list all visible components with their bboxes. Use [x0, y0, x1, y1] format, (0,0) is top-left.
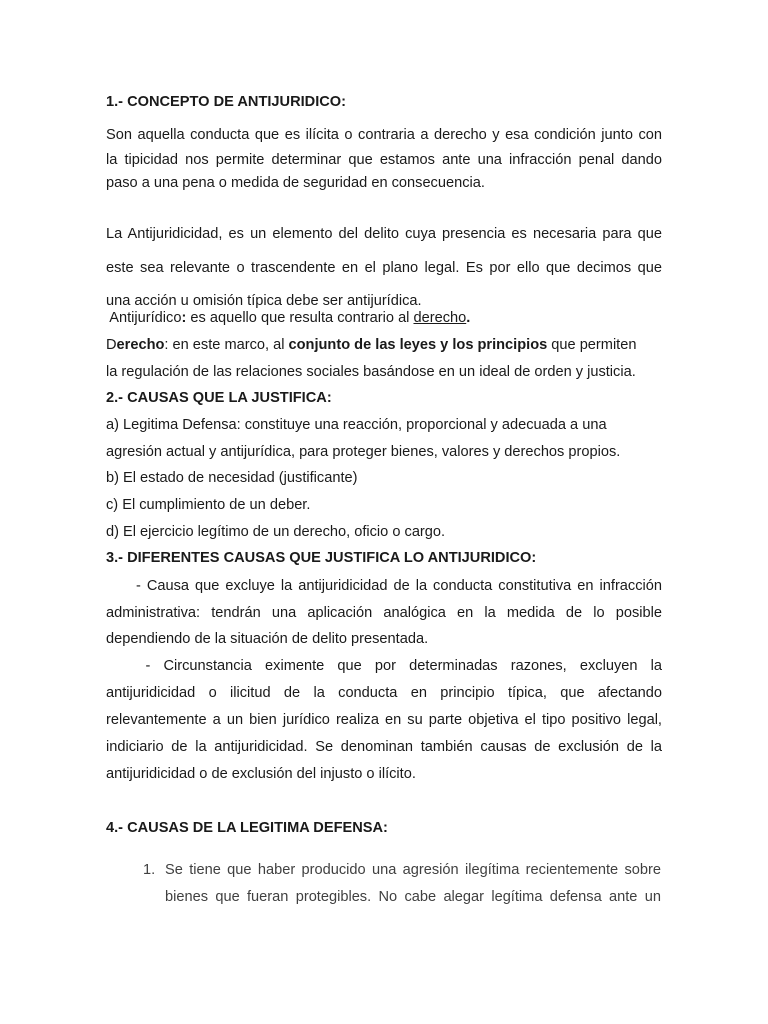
paragraph-line: la tipicidad nos permite determinar que estamos ante una infracción penal dando: [106, 152, 662, 168]
list-item: a) Legitima Defensa: constituye una reacción, proporcional y adecuada a una: [106, 417, 607, 433]
list-item: c) El cumplimiento de un deber.: [106, 497, 311, 513]
definition-colon: :: [181, 310, 187, 326]
list-number: 1.: [143, 862, 156, 878]
definition-text: que permiten: [547, 337, 637, 353]
paragraph-line: administrativa: tendrán una aplicación analógica en la medida de lo posible: [106, 605, 662, 621]
list-item: b) El estado de necesidad (justificante): [106, 470, 358, 486]
derecho-link[interactable]: derecho: [413, 310, 467, 326]
paragraph-line: la regulación de las relaciones sociales basándose en un ideal de orden y justicia.: [106, 364, 636, 380]
definition-end: .: [466, 310, 471, 326]
paragraph-line: - Circunstancia eximente que por determinadas razones, excluyen la: [106, 658, 662, 674]
section-4-heading: 4.- CAUSAS DE LA LEGITIMA DEFENSA:: [106, 820, 388, 836]
definition-term: Antijurídico: [106, 310, 182, 326]
list-item-line: bienes que fueran protegibles. No cabe alegar legítima defensa ante un: [165, 889, 661, 905]
paragraph-line: Son aquella conducta que es ilícita o contraria a derecho y esa condición junto con: [106, 127, 662, 143]
list-item-line: Se tiene que haber producido una agresión ilegítima recientemente sobre: [165, 862, 661, 878]
section-1-heading: 1.- CONCEPTO DE ANTIJURIDICO:: [106, 94, 347, 110]
paragraph-line: dependiendo de la situación de delito presentada.: [106, 631, 429, 647]
definition-antijuridico: [106, 309, 662, 327]
section-2-heading: 2.- CAUSAS QUE LA JUSTIFICA:: [106, 390, 332, 406]
definition-term-first: D: [106, 337, 117, 353]
list-item: agresión actual y antijurídica, para proteger bienes, valores y derechos propios.: [106, 444, 621, 460]
definition-bold-text: conjunto de las leyes y los principios: [288, 337, 548, 353]
list-item: d) El ejercicio legítimo de un derecho, oficio o cargo.: [106, 524, 446, 540]
paragraph-line: - Causa que excluye la antijuridicidad de la conducta constitutiva en infracción: [106, 578, 662, 594]
section-3-heading: 3.- DIFERENTES CAUSAS QUE JUSTIFICA LO ANTIJURIDICO:: [106, 550, 537, 566]
definition-term-rest: erecho: [116, 337, 165, 353]
definition-derecho: [106, 336, 662, 354]
paragraph-line: antijuridicidad o de exclusión del injusto o ilícito.: [106, 766, 416, 782]
paragraph-line: indiciario de la antijuridicidad. Se denominan también causas de exclusión de la: [106, 739, 662, 755]
paragraph-line: antijuridicidad o ilicitud de la conducta en principio típica, que afectando: [106, 685, 662, 701]
definition-text: es aquello que resulta contrario al: [186, 310, 414, 326]
paragraph-line: paso a una pena o medida de seguridad en consecuencia.: [106, 175, 485, 191]
paragraph-line: relevantemente a un bien jurídico realiza en su parte objetiva el tipo positivo legal,: [106, 712, 662, 728]
definition-text: : en este marco, al: [164, 337, 289, 353]
paragraph-line: La Antijuridicidad, es un elemento del delito cuya presencia es necesaria para que: [106, 226, 662, 242]
paragraph-line: una acción u omisión típica debe ser antijurídica.: [106, 293, 422, 309]
paragraph-line: este sea relevante o trascendente en el plano legal. Es por ello que decimos que: [106, 260, 662, 276]
